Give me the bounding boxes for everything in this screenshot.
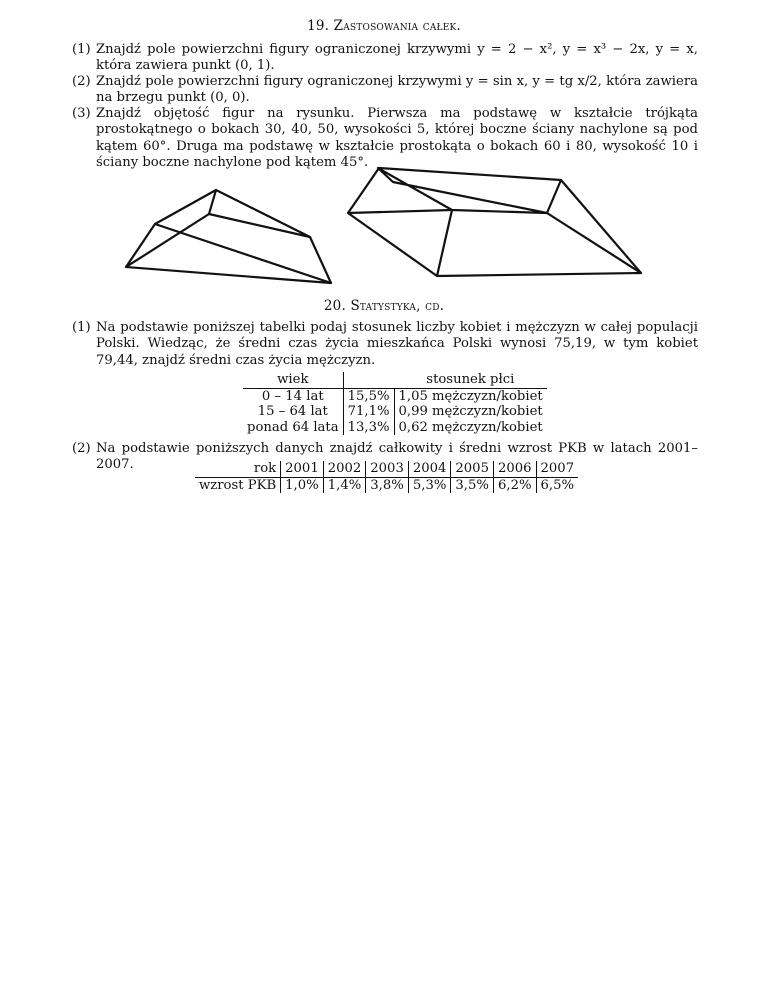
table-row [243, 420, 547, 436]
problem-text: Znajdź pole powierzchni figury ograniczonej krzywymi y = 2 − x², y = x³ − 2x, y = x, która zawiera punkt (0, 1). [96, 42, 698, 74]
value-cell: 3,8% [366, 477, 409, 493]
value-cell: 6,2% [493, 477, 536, 493]
edge-front-right [547, 213, 641, 273]
section-19-heading: Zastosowania całek. [333, 18, 461, 34]
problem-text: Znajdź objętość figur na rysunku. Pierwsza ma podstawę w kształcie trójkąta prostokątnego o bokach 30, 40, 50, wysokości 5, której boczne ściany nachylone są pod kątem 60°. Druga ma podstawę w kształcie prostokąta o bokach 60 i 80, wysokość 10 i ściany boczne nachylone pod kątem 45°. [96, 106, 698, 171]
table-header: stosunek płci [394, 372, 547, 388]
edge-back [155, 190, 216, 224]
section-20-number: 20. [323, 298, 346, 314]
table-cell: 15,5% [343, 388, 394, 404]
value-cell: 5,3% [408, 477, 451, 493]
problem-number: (2) [72, 74, 91, 89]
population-table [243, 372, 547, 435]
year-cell: 2007 [536, 461, 578, 477]
rect-top-outline [378, 168, 547, 213]
table-header-row [243, 372, 547, 388]
problem-text: Na podstawie poniższych danych znajdź całkowity i średni wzrost PKB w latach 2001–2007. [96, 441, 698, 473]
section-20-heading: Statystyka, cd. [350, 298, 445, 314]
problem-number: (3) [72, 106, 91, 121]
edge-front [437, 210, 452, 276]
section-19-number: 19. [307, 18, 330, 34]
table-cell: 0,99 mężczyzn/kobiet [394, 404, 547, 420]
problem-text: Znajdź pole powierzchni figury ograniczonej krzywymi y = sin x, y = tg x/2, która zawiera na brzegu punkt (0, 0). [96, 74, 698, 106]
edge-front-left [348, 210, 452, 213]
problem-20-1 [72, 320, 698, 369]
edge-back-right [547, 180, 561, 213]
problem-text: Na podstawie poniższej tabelki podaj stosunek liczby kobiet i mężczyzn w całej populacji Polski. Wiedząc, że średni czas życia mieszkańca Polski wynosi 75,19, w tym kobiet 79,44, znajdź średni czas życia mężczyzn. [96, 320, 698, 368]
table-header [343, 372, 394, 388]
table-row-values [195, 477, 578, 493]
solid-figures [0, 0, 768, 300]
rectangular-frustum-figure [348, 168, 641, 276]
table-cell: 1,05 mężczyzn/kobiet [394, 388, 547, 404]
edge-left [126, 214, 209, 267]
year-cell: 2002 [323, 461, 366, 477]
triangular-frustum-figure [126, 190, 331, 283]
table-cell: 71,1% [343, 404, 394, 420]
year-cell: 2001 [281, 461, 324, 477]
gdp-table [195, 461, 578, 493]
value-cell: 3,5% [451, 477, 494, 493]
problem-number: (2) [72, 441, 91, 456]
section-20-title [0, 298, 768, 314]
table-header: wiek [243, 372, 343, 388]
problem-number: (1) [72, 320, 91, 335]
table-row [243, 404, 547, 420]
table-row [243, 388, 547, 404]
table-row-years [195, 461, 578, 477]
table-cell: 0,62 mężczyzn/kobiet [394, 420, 547, 436]
triangle-top-outline [209, 190, 310, 237]
table-cell: 15 – 64 lat [257, 404, 328, 419]
problem-number: (1) [72, 42, 91, 57]
year-cell: 2004 [408, 461, 451, 477]
year-cell: 2006 [493, 461, 536, 477]
rect-base-outline [348, 168, 641, 276]
table-cell: 13,3% [343, 420, 394, 436]
table-cell: 0 – 14 lat [261, 388, 324, 404]
value-cell: 1,0% [281, 477, 324, 493]
year-cell: 2005 [451, 461, 494, 477]
value-cell: 1,4% [323, 477, 366, 493]
row-label: rok [195, 461, 281, 477]
table-cell: ponad 64 lata [247, 419, 339, 435]
row-label: wzrost PKB [199, 477, 277, 493]
year-cell: 2003 [366, 461, 409, 477]
value-cell: 6,5% [536, 477, 578, 493]
